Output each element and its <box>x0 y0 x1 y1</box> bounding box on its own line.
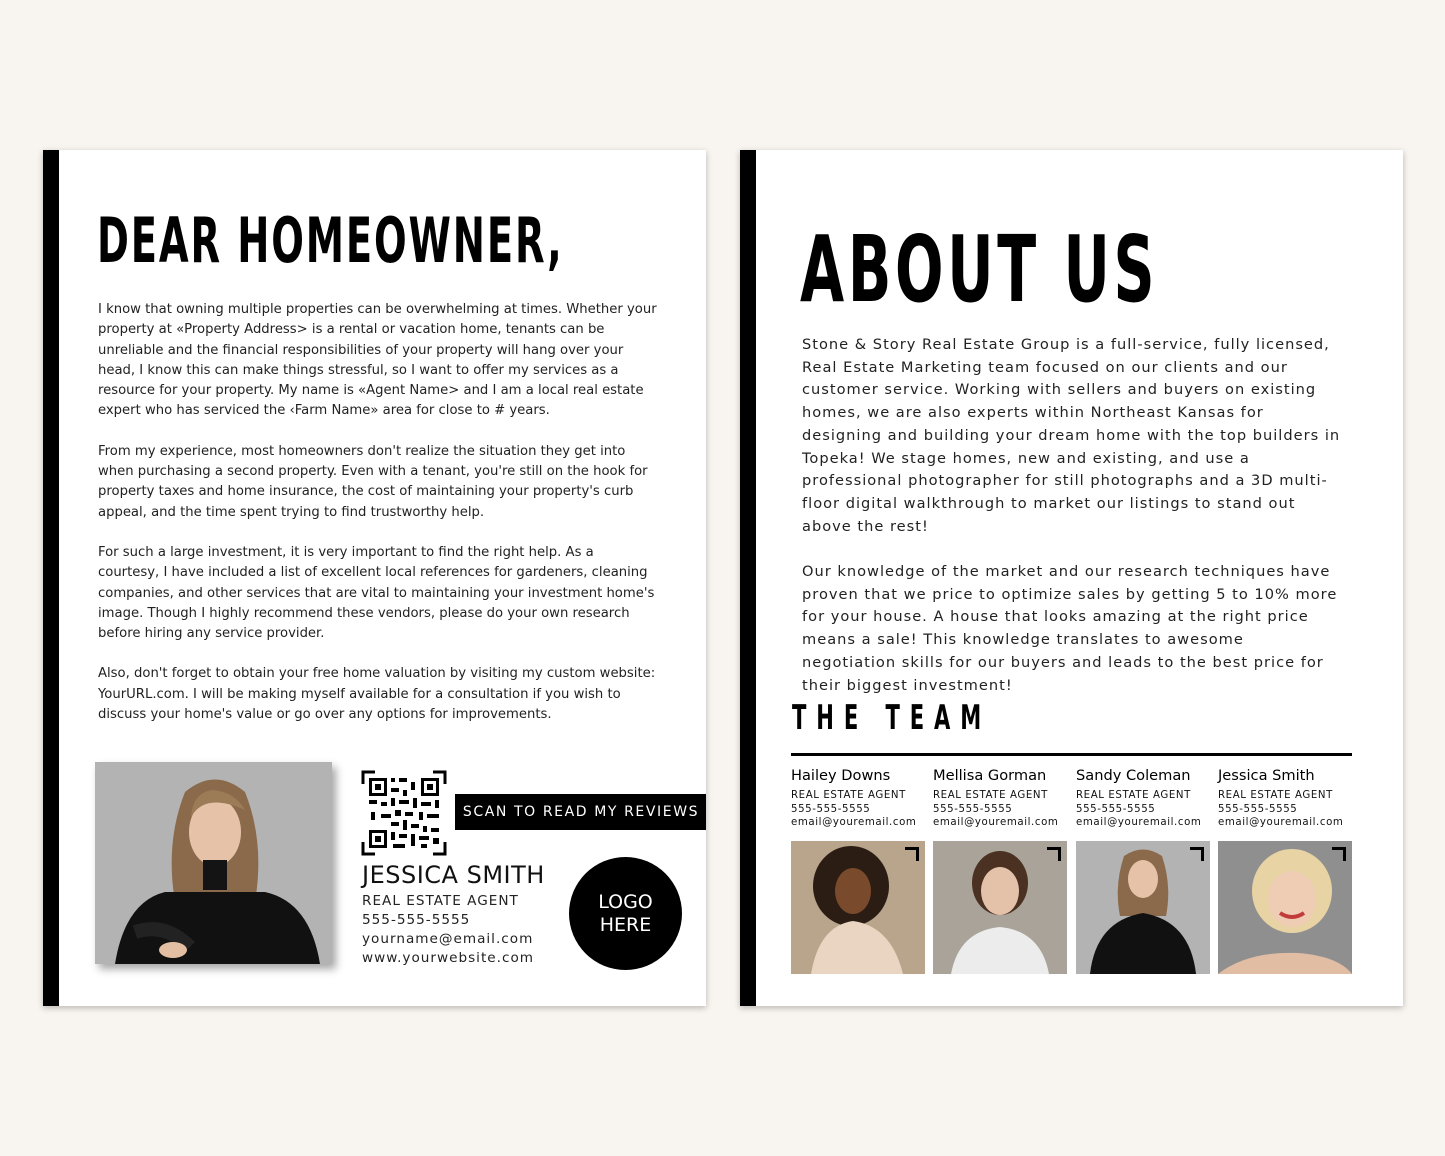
letter-paragraph: From my experience, most homeowners don't realize the situation they get into when purchasing a second property. Even with a tenant, you're still on the hook for property taxes and home insurance, the cost of maintaining your property's curb appeal, and the time spent trying to find trustworthy help. <box>98 443 648 520</box>
about-heading: ABOUT US <box>800 216 1159 323</box>
letter-paragraph: For such a large investment, it is very important to find the right help. As a courtesy, I have included a list of excellent local references for gardeners, cleaning companies, and other services that are vital to maintaining your investment home's image. Though I highly recommend these vendors, please do your own research before hiring any service provider. <box>98 544 655 642</box>
team-member-card <box>1218 767 1354 830</box>
letter-paragraph: Also, don't forget to obtain your free home valuation by visiting my custom website: YourURL.com. I will be making myself available for a consultation if you wish to discuss your home's value or go over any options for improvements. <box>98 666 656 723</box>
corner-bracket-icon <box>1190 847 1204 861</box>
page-accent-bar <box>43 150 59 1006</box>
member-phone[interactable]: 555-555-5555 <box>791 803 871 815</box>
member-title: REAL ESTATE AGENT <box>933 790 1048 801</box>
member-name: Sandy Coleman <box>1076 767 1191 784</box>
member-name: Jessica Smith <box>1218 767 1315 784</box>
member-photo <box>1076 841 1210 974</box>
member-phone[interactable]: 555-555-5555 <box>1218 803 1298 815</box>
letter-page <box>43 150 706 1006</box>
letter-paragraph: I know that owning multiple properties can be overwhelming at times. Whether your property at «Property Address> is a rental or vacation home, tenants can be unreliable and the financial responsibilities of your property will hang over your head, I know this can make things stressful, so I want to offer my services as a resource for your property. My name is «Agent Name> and I am a local real estate expert who has serviced the ‹Farm Name» area for close to # years. <box>98 302 657 419</box>
member-title: REAL ESTATE AGENT <box>1218 790 1333 801</box>
letter-heading: DEAR HOMEOWNER, <box>97 204 564 277</box>
agent-name: JESSICA SMITH <box>362 861 545 889</box>
team-member-card <box>933 767 1069 830</box>
about-page <box>740 150 1403 1006</box>
member-name: Mellisa Gorman <box>933 767 1047 784</box>
corner-bracket-icon <box>905 847 919 861</box>
team-divider <box>791 753 1352 756</box>
member-photo <box>933 841 1067 974</box>
scan-reviews-button[interactable]: SCAN TO READ MY REVIEWS <box>455 794 706 830</box>
page-accent-bar <box>740 150 756 1006</box>
member-email[interactable]: email@youremail.com <box>1218 817 1344 829</box>
member-phone[interactable]: 555-555-5555 <box>933 803 1013 815</box>
member-name: Hailey Downs <box>791 767 891 784</box>
member-email[interactable]: email@youremail.com <box>933 817 1059 829</box>
team-member-card <box>791 767 927 830</box>
about-paragraph: Our knowledge of the market and our research techniques have proven that we price to optimize sales by getting 5 to 10% more for your house. A house that looks amazing at the right price means a sale! This knowledge translates to awesome negotiation skills for our buyers and leads to the best price for their biggest investment! <box>802 563 1338 694</box>
corner-bracket-icon <box>1332 847 1346 861</box>
qr-code-icon[interactable] <box>361 770 447 856</box>
letter-body <box>98 300 658 745</box>
logo-placeholder <box>569 857 682 970</box>
agent-contact <box>362 892 534 968</box>
member-phone[interactable]: 555-555-5555 <box>1076 803 1156 815</box>
team-title: THE TEAM <box>792 698 992 738</box>
team-member-card <box>1076 767 1212 830</box>
member-email[interactable]: email@youremail.com <box>1076 817 1202 829</box>
agent-title: REAL ESTATE AGENT <box>362 893 519 909</box>
about-paragraph: Stone & Story Real Estate Group is a full-service, fully licensed, Real Estate Marketing team focused on our clients and our customer service. Working with sellers and buyers on existing homes, we are also experts within Northeast Kansas for designing and building your dream home with the top builders in Topeka! We stage homes, new and existing, and use a professional photographer for still photographs and a 3D multi-floor digital walkthrough to market our listings to stand out above the rest! <box>802 336 1341 535</box>
corner-bracket-icon <box>1047 847 1061 861</box>
agent-photo <box>95 762 332 964</box>
agent-website[interactable]: www.yourwebsite.com <box>362 950 535 966</box>
agent-email[interactable]: yourname@email.com <box>362 931 534 947</box>
member-photo <box>1218 841 1352 974</box>
agent-phone[interactable]: 555-555-5555 <box>362 912 471 928</box>
member-email[interactable]: email@youremail.com <box>791 817 917 829</box>
logo-line-1: LOGO <box>598 890 653 913</box>
member-title: REAL ESTATE AGENT <box>791 790 906 801</box>
member-title: REAL ESTATE AGENT <box>1076 790 1191 801</box>
member-photo <box>791 841 925 974</box>
about-body <box>802 334 1342 720</box>
logo-line-2: HERE <box>599 913 652 936</box>
